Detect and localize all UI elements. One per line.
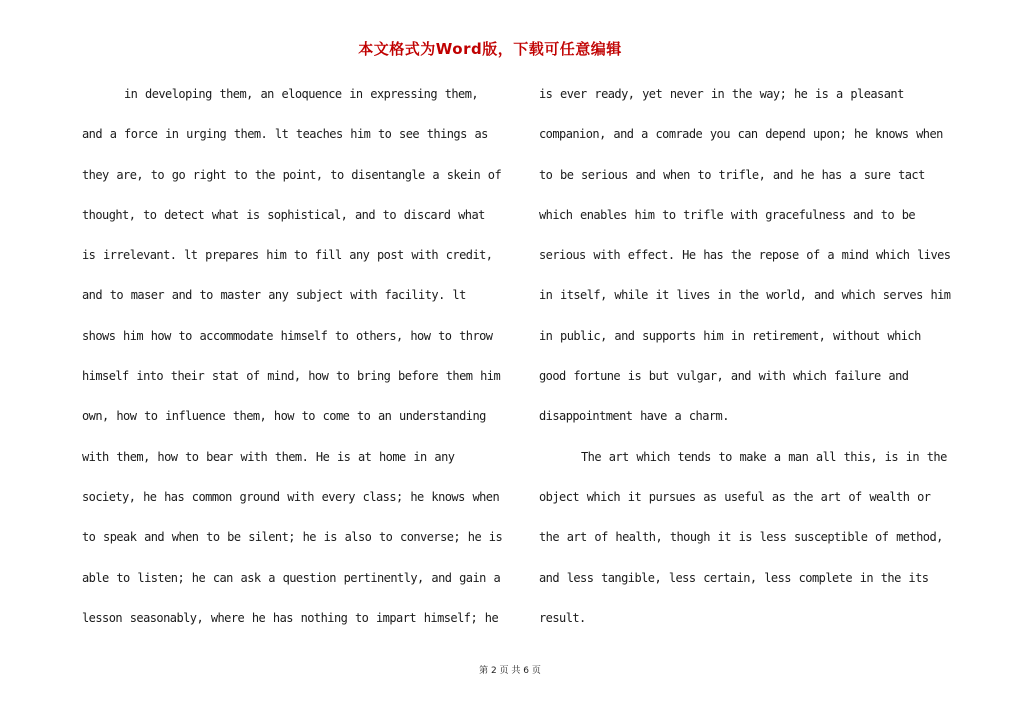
text-line: which enables him to trifle with gracefulness and to be xyxy=(539,207,916,222)
text-line: and a force in urging them. lt teaches him to see things as xyxy=(82,127,488,142)
text-line: with them, how to bear with them. He is at home in any xyxy=(82,449,455,464)
text-line: in itself, while it lives in the world, and which serves him xyxy=(539,288,951,303)
text-line: they are, to go right to the point, to disentangle a skein of xyxy=(82,167,502,182)
text-line: companion, and a comrade you can depend upon; he knows when xyxy=(539,127,943,142)
text-line: himself into their stat of mind, how to bring before them him xyxy=(82,369,501,384)
text-line: good fortune is but vulgar, and with which failure and xyxy=(539,369,909,384)
text-line: serious with effect. He has the repose of a mind which lives xyxy=(539,248,951,263)
text-line: in public, and supports him in retirement, without which xyxy=(539,328,921,343)
text-line: able to listen; he can ask a question pertinently, and gain a xyxy=(82,570,501,585)
text-line: thought, to detect what is sophistical, and to discard what xyxy=(82,207,485,222)
text-line: to speak and when to be silent; he is also to converse; he is xyxy=(82,530,503,545)
text-line: shows him how to accommodate himself to others, how to throw xyxy=(82,328,493,343)
text-line: to be serious and when to trifle, and he has a sure tact xyxy=(539,167,925,182)
page-header-title: 本文格式为Word版，下载可任意编辑 xyxy=(358,40,622,58)
text-line: own, how to influence them, how to come to an understanding xyxy=(82,409,486,424)
text-line: and less tangible, less certain, less complete in the its xyxy=(539,570,929,585)
text-line: and to maser and to master any subject with facility. lt xyxy=(82,288,466,303)
left-text-column xyxy=(82,83,512,647)
text-line: society, he has common ground with every class; he knows when xyxy=(82,489,500,504)
text-line: result. xyxy=(539,610,586,625)
text-line: object which it pursues as useful as the art of wealth or xyxy=(539,489,931,504)
right-text-column xyxy=(539,83,969,647)
text-line: in developing them, an eloquence in expressing them, xyxy=(124,87,479,101)
page-number-footer: 第 2 页 共 6 页 xyxy=(479,666,541,676)
text-line: The art which tends to make a man all this, is in the xyxy=(581,449,947,464)
text-line: is irrelevant. lt prepares him to fill any post with credit, xyxy=(82,248,493,263)
text-line: is ever ready, yet never in the way; he is a pleasant xyxy=(539,87,904,101)
text-line: lesson seasonably, where he has nothing to impart himself; he xyxy=(82,610,499,625)
text-line: disappointment have a charm. xyxy=(539,409,729,424)
text-line: the art of health, though it is less susceptible of method, xyxy=(539,530,943,545)
